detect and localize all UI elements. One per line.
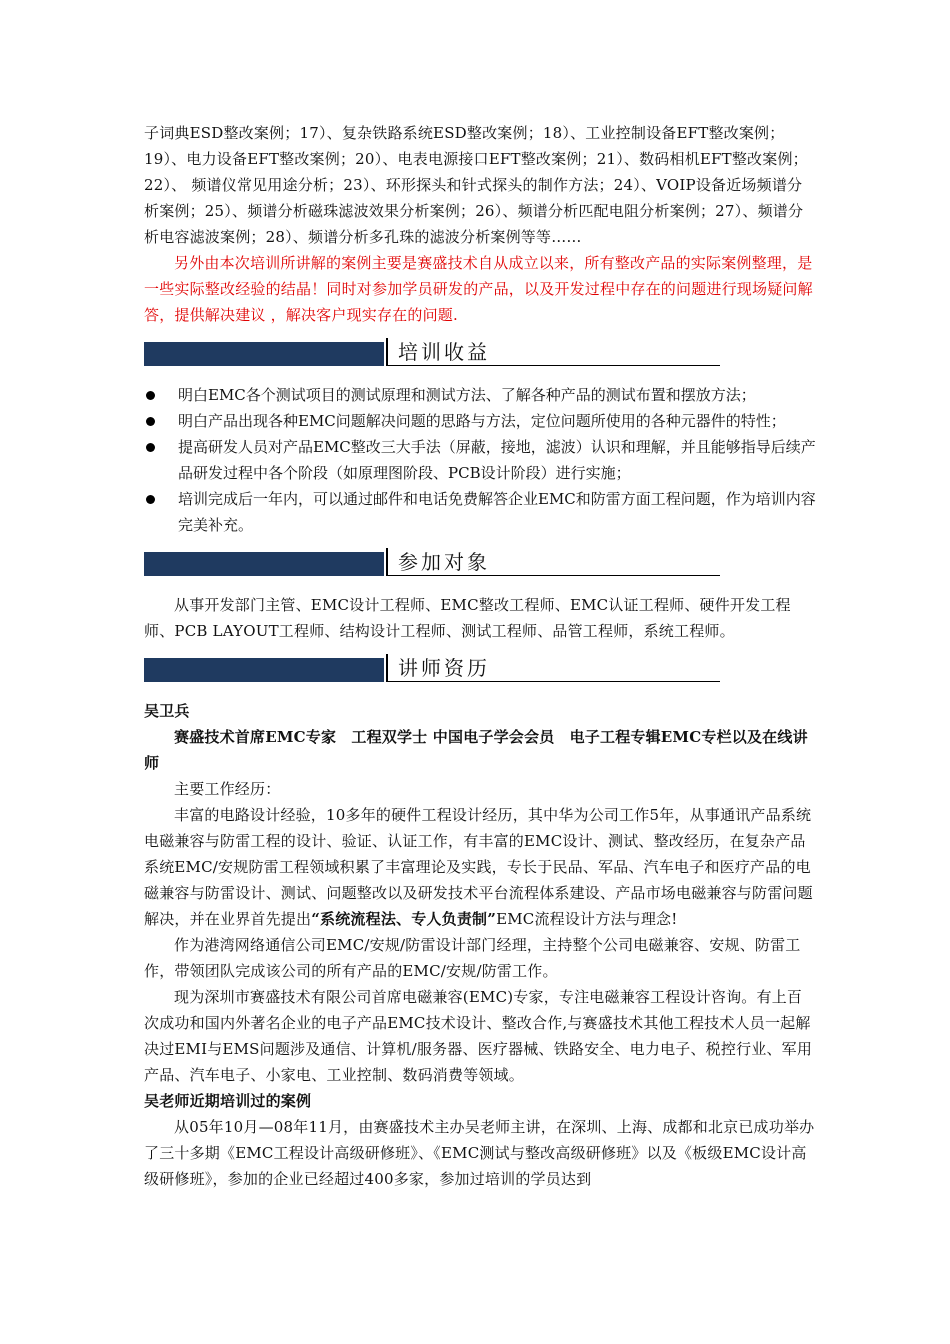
instructor-name: 吴卫兵 — [144, 702, 190, 720]
case-list-paragraph: 子词典ESD整改案例；17）、复杂铁路系统ESD整改案例；18）、工业控制设备EFT整改案例；19）、电力设备EFT整改案例；20）、电表电源接口EFT整改案例；21）、数码相机EFT整改案例；22）、 频谱仪常见用途分析；23）、环形探头和针式探头的制作方法；24）、VOIP设备近场频谱分析案例；25）、频谱分析磁珠滤波效果分析案例；26）、频谱分析匹配电阻分析案例；27）、频谱分析电容滤波案例；28）、频谱分析多孔珠的滤波分析案例等等…… — [144, 124, 808, 246]
cases-paragraph: 从05年10月—08年11月，由赛盛技术主办吴老师主讲，在深圳、上海、成都和北京已成功举办了三十多期《EMC工程设计高级研修班》、《EMC测试与整改高级研修班》以及《板级EMC设计高级研修班》，参加的企业已经超过400多家，参加过培训的学员达到 — [144, 1118, 815, 1188]
section-bar — [144, 342, 384, 366]
list-item: 明白产品出现各种EMC问题解决问题的思路与方法，定位问题所使用的各种元器件的特性； — [144, 408, 816, 434]
instructor-credentials: 赛盛技术首席EMC专家 工程双学士 中国电子学会会员 电子工程专辑EMC专栏以及在线讲师 — [144, 728, 808, 772]
methodology-highlight: “系统流程法、专人负责制” — [311, 910, 497, 928]
section-header-benefits — [144, 342, 816, 372]
list-item: 培训完成后一年内，可以通过邮件和电话免费解答企业EMC和防雷方面工程问题，作为培训内容完美补充。 — [144, 486, 816, 538]
experience-paragraph-1: 丰富的电路设计经验，10多年的硬件工程设计经历，其中华为公司工作5年，从事通讯产品系统电磁兼容与防雷工程的设计、验证、认证工作，有丰富的EMC设计、测试、整改经历，在复杂产品系统EMC/安规防雷工程领域积累了丰富理论及实践，专长于民品、军品、汽车电子和医疗产品的电磁兼容与防雷设计、测试、问题整改以及研发技术平台流程体系建设、产品市场电磁兼容与防雷问题解决，并在业界首先提出“系统流程法、专人负责制”EMC流程设计方法与理念! — [144, 806, 813, 928]
cases-heading: 吴老师近期培训过的案例 — [144, 1092, 312, 1110]
document-content — [144, 120, 816, 1192]
section-header-audience — [144, 552, 816, 582]
section-header-instructor — [144, 658, 816, 688]
section-title: 培训收益 — [386, 338, 720, 366]
benefits-list — [144, 382, 816, 538]
bullet-icon — [146, 417, 155, 426]
list-item: 明白EMC各个测试项目的测试原理和测试方法、了解各种产品的测试布置和摆放方法； — [144, 382, 816, 408]
section-bar — [144, 658, 384, 682]
experience-label: 主要工作经历： — [174, 780, 281, 798]
bullet-icon — [146, 391, 155, 400]
bullet-icon — [146, 443, 155, 452]
section-title: 参加对象 — [386, 548, 720, 576]
highlight-paragraph: 另外由本次培训所讲解的案例主要是赛盛技术自从成立以来，所有整改产品的实际案例整理，是一些实际整改经验的结晶！同时对参加学员研发的产品，以及开发过程中存在的问题进行现场疑问解答，提供解决建议 ，解决客户现实存在的问题. — [144, 254, 813, 324]
section-bar — [144, 552, 384, 576]
experience-paragraph-2: 作为港湾网络通信公司EMC/安规/防雷设计部门经理，主持整个公司电磁兼容、安规、防雷工作，带领团队完成该公司的所有产品的EMC/安规/防雷工作。 — [144, 936, 801, 980]
audience-paragraph: 从事开发部门主管、EMC设计工程师、EMC整改工程师、EMC认证工程师、硬件开发工程师、PCB LAYOUT工程师、结构设计工程师、测试工程师、品管工程师，系统工程师。 — [144, 596, 791, 640]
section-title: 讲师资历 — [386, 654, 720, 682]
bullet-icon — [146, 495, 155, 504]
experience-paragraph-3: 现为深圳市赛盛技术有限公司首席电磁兼容(EMC)专家，专注电磁兼容工程设计咨询。有上百次成功和国内外著名企业的电子产品EMC技术设计、整改合作,与赛盛技术其他工程技术人员一起解决过EMI与EMS问题涉及通信、计算机/服务器、医疗器械、铁路安全、电力电子、税控行业、军用产品、汽车电子、小家电、工业控制、数码消费等领域。 — [144, 988, 813, 1084]
list-item: 提高研发人员对产品EMC整改三大手法（屏蔽，接地，滤波）认识和理解，并且能够指导后续产品研发过程中各个阶段（如原理图阶段、PCB设计阶段）进行实施； — [144, 434, 816, 486]
